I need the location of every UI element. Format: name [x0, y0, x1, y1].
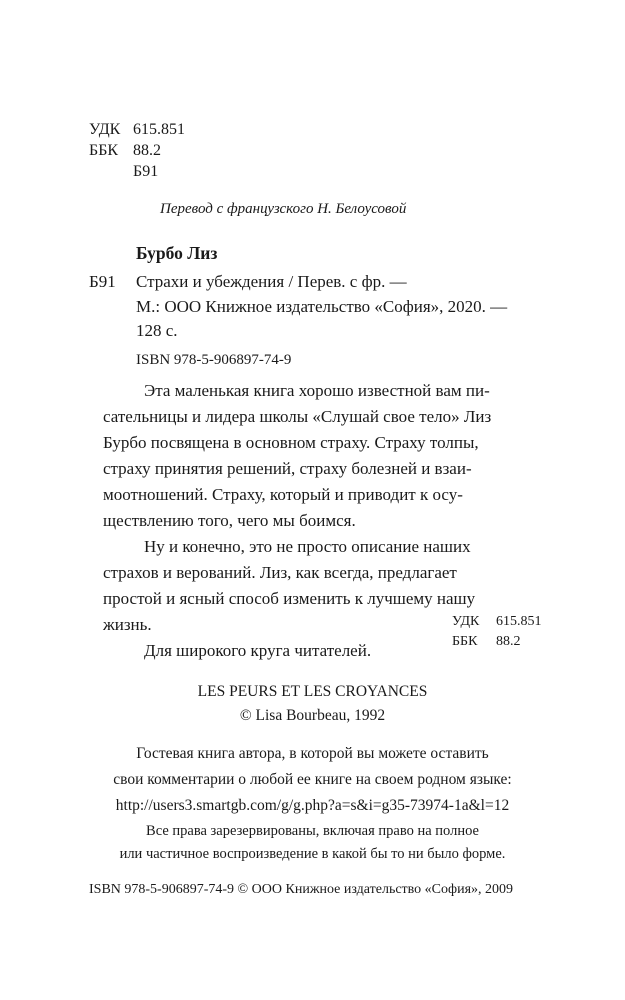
annotation-line: Ну и конечно, это не просто описание наших [144, 537, 471, 556]
guestbook-line-2: свои комментарии о любой ее книге на своем родном языке: [113, 771, 512, 788]
udk-value: 615.851 [496, 614, 542, 629]
classification-top [89, 119, 185, 182]
udk-label: УДК [89, 121, 121, 138]
isbn: ISBN 978-5-906897-74-9 [136, 352, 292, 368]
bib-line-2: М.: ООО Книжное издательство «София», 2020. — [136, 297, 508, 316]
bib-line-3: 128 с. [136, 321, 178, 340]
classification-bottom [452, 612, 542, 652]
annotation-line: простой и ясный способ изменить к лучшему нашу [103, 589, 476, 608]
udk-row [452, 612, 542, 632]
bib-line-1: Страхи и убеждения / Перев. с фр. — [136, 272, 407, 291]
author-mark: Б91 [133, 163, 159, 180]
guestbook-url: http://users3.smartgb.com/g/g.php?a=s&i=g35-73974-1a&l=12 [115, 797, 510, 814]
rights-note [0, 820, 625, 866]
rights-line-1: Все права зарезервированы, включая право на полное [146, 823, 479, 839]
udk-label: УДК [452, 614, 480, 629]
annotation [103, 378, 491, 664]
rights-line-2: или частичное воспроизведение в какой бы то ни было форме. [119, 846, 506, 862]
annotation-line: Бурбо посвящена в основном страху. Страху толпы, [103, 433, 479, 452]
annotation-line: ществлению того, чего мы боимся. [103, 511, 356, 530]
udk-value: 615.851 [133, 121, 185, 138]
original-title: LES PEURS ET LES CROYANCES [197, 683, 428, 700]
footer-copyright [89, 882, 513, 898]
bbk-row [89, 140, 185, 161]
author-mark-row [89, 161, 185, 182]
annotation-line: Эта маленькая книга хорошо известной вам пи- [144, 381, 490, 400]
bbk-value: 88.2 [133, 142, 161, 159]
footer-isbn: ISBN 978-5-906897-74-9 [89, 882, 235, 897]
udk-row [89, 119, 185, 140]
author-mark-bib: Б91 [89, 272, 116, 291]
bbk-row [452, 632, 542, 652]
guestbook-note [0, 741, 625, 819]
bbk-label: ББК [89, 142, 119, 159]
annotation-line: страхов и верований. Лиз, как всегда, предлагает [103, 563, 457, 582]
footer-publisher: © ООО Книжное издательство «София», 2009 [237, 882, 514, 897]
author-name: Бурбо Лиз [136, 243, 218, 263]
guestbook-line-1: Гостевая книга автора, в которой вы можете оставить [136, 745, 489, 762]
annotation-line: страху принятия решений, страху болезней и взаи- [103, 459, 472, 478]
annotation-line: сательницы и лидера школы «Слушай свое тело» Лиз [103, 407, 492, 426]
original-copyright: © Lisa Bourbeau, 1992 [239, 707, 386, 724]
annotation-line: жизнь. [103, 615, 152, 634]
original-edition [0, 680, 625, 728]
bbk-label: ББК [452, 634, 478, 649]
annotation-line: моотношений. Страху, который и приводит к осу- [103, 485, 463, 504]
translator-note: Перевод с французского Н. Белоусовой [160, 201, 407, 217]
annotation-line: Для широкого круга читателей. [144, 641, 372, 660]
bbk-value: 88.2 [496, 634, 521, 649]
